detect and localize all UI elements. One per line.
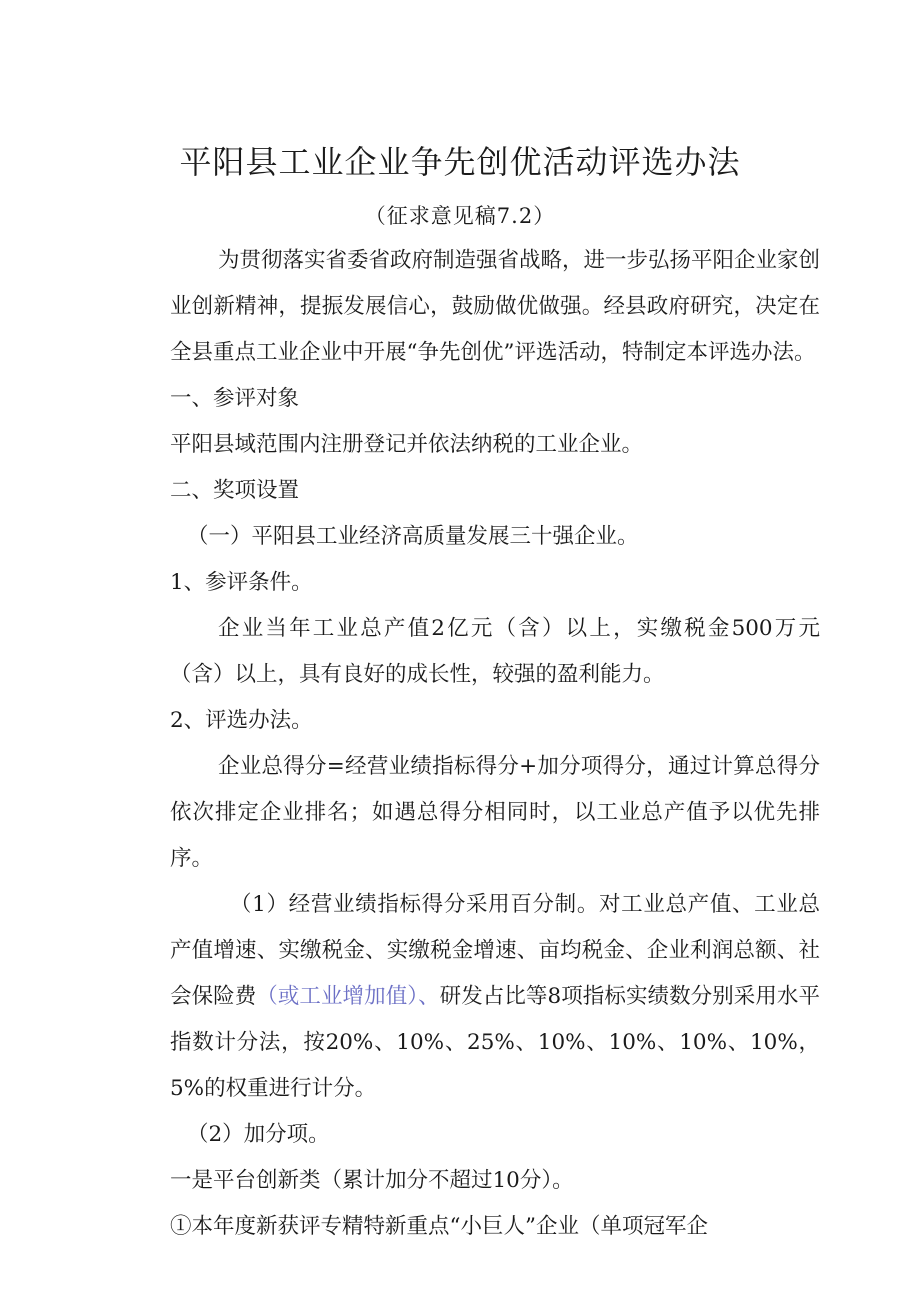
document-title: 平阳县工业企业争先创优活动评选办法: [179, 143, 741, 181]
method-paragraph: 企业总得分=经营业绩指标得分+加分项得分，通过计算总得分依次排定企业排名；如遇总得分相同时，以工业总产值予以优先排序。: [170, 754, 820, 871]
method-heading: 2、评选办法。: [170, 708, 313, 733]
participants-paragraph: 平阳县域范围内注册登记并依法纳税的工业企业。: [170, 432, 644, 457]
bonus-platform-heading: 一是平台创新类（累计加分不超过10分）。: [170, 1168, 574, 1193]
document-subtitle: （征求意见稿7.2）: [364, 204, 556, 228]
section-heading-awards: 二、奖项设置: [170, 478, 300, 503]
scoring-text-highlight: （或工业增加值）、: [256, 984, 440, 1009]
criteria-paragraph: 企业当年工业总产值2亿元（含）以上，实缴税金500万元（含）以上，具有良好的成长性，较强的盈利能力。: [170, 616, 820, 687]
section-heading-participants: 一、参评对象: [170, 386, 300, 411]
bonus-heading: （2）加分项。: [187, 1122, 330, 1147]
bonus-item-1: ①本年度新获评专精特新重点“小巨人”企业（单项冠军企: [170, 1214, 708, 1239]
scoring-text-part1: （1）经营业绩指标得分采用百分制。对工业总产值、工业总产值增速、实缴税金、实缴税金增速、亩均税金、企业利润总额、社会保险费: [170, 892, 820, 1009]
document-body: [170, 238, 820, 1250]
intro-paragraph: 为贯彻落实省委省政府制造强省战略，进一步弘扬平阳企业家创业创新精神，提振发展信心，鼓励做优做强。经县政府研究，决定在全县重点工业企业中开展“争先创优”评选活动，特制定本评选办法。: [170, 248, 821, 365]
scoring-text-part2: 研发占比等8项指标实绩数分别采用水平指数计分法，按20%、10%、25%、10%、10%、10%、10%，5%的权重进行计分。: [170, 984, 820, 1101]
criteria-heading: 1、参评条件。: [170, 570, 313, 595]
award-item-heading: （一）平阳县工业经济高质量发展三十强企业。: [187, 524, 639, 549]
scoring-paragraph: [170, 882, 820, 1112]
